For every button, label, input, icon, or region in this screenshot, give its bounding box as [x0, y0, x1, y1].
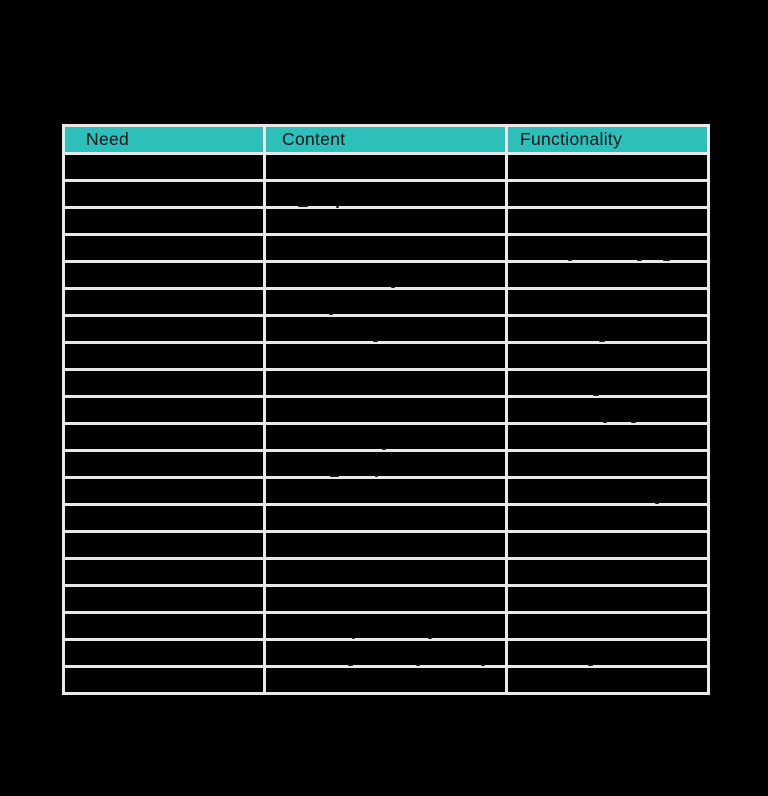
table-cell — [65, 668, 263, 692]
table-cell — [65, 290, 263, 314]
table-cell — [65, 641, 263, 665]
table-cell — [508, 317, 707, 341]
table-cell — [266, 560, 505, 584]
table-cell — [266, 614, 505, 638]
table-cell — [65, 587, 263, 611]
table-cell — [508, 452, 707, 476]
text-descender-artifact — [481, 664, 485, 666]
table-cell — [508, 479, 707, 503]
table-cell — [65, 533, 263, 557]
table-cell — [266, 587, 505, 611]
text-descender-artifact — [375, 475, 378, 477]
text-descender-artifact — [352, 637, 355, 639]
text-descender-artifact — [428, 637, 432, 639]
table-cell — [508, 155, 707, 179]
table-cell — [508, 614, 707, 638]
text-descender-artifact — [298, 205, 308, 207]
table-cell — [508, 398, 707, 422]
table-cell — [65, 344, 263, 368]
text-descender-artifact — [329, 313, 333, 315]
text-descender-artifact — [631, 421, 636, 423]
table-cell — [508, 560, 707, 584]
table-cell — [266, 668, 505, 692]
table-cell — [266, 317, 505, 341]
table-cell — [508, 182, 707, 206]
table-cell — [266, 182, 505, 206]
table-cell — [266, 533, 505, 557]
text-descender-artifact — [348, 664, 353, 666]
text-descender-artifact — [637, 259, 642, 261]
text-descender-artifact — [330, 475, 339, 477]
table-cell — [266, 155, 505, 179]
table-cell — [266, 452, 505, 476]
table-cell — [508, 641, 707, 665]
needs-content-functionality-table — [62, 124, 710, 695]
table-cell — [266, 479, 505, 503]
text-descender-artifact — [568, 259, 572, 261]
column-header-need: Need — [65, 127, 263, 152]
table-cell — [508, 344, 707, 368]
table-cell — [65, 479, 263, 503]
text-descender-artifact — [373, 340, 378, 342]
table-cell — [65, 371, 263, 395]
table-cell — [266, 209, 505, 233]
table-cell — [266, 290, 505, 314]
table-cell — [508, 587, 707, 611]
table-cell — [65, 452, 263, 476]
table-cell — [65, 506, 263, 530]
table-cell — [266, 425, 505, 449]
table-cell — [65, 398, 263, 422]
table-cell — [508, 236, 707, 260]
table-cell — [65, 209, 263, 233]
table-cell — [508, 290, 707, 314]
table-cell — [266, 398, 505, 422]
table-cell — [508, 263, 707, 287]
text-descender-artifact — [416, 664, 420, 666]
text-descender-artifact — [382, 448, 386, 450]
table-cell — [508, 506, 707, 530]
text-descender-artifact — [663, 259, 670, 261]
table-cell — [65, 182, 263, 206]
table-cell — [508, 668, 707, 692]
table-cell — [266, 371, 505, 395]
table-cell — [508, 533, 707, 557]
text-descender-artifact — [603, 421, 607, 423]
text-descender-artifact — [599, 340, 605, 342]
table-cell — [65, 236, 263, 260]
table-cell — [65, 614, 263, 638]
text-descender-artifact — [593, 394, 599, 396]
table-cell — [508, 425, 707, 449]
table-cell — [266, 263, 505, 287]
text-descender-artifact — [655, 502, 659, 504]
column-header-functionality: Functionality — [508, 127, 707, 152]
table-cell — [508, 209, 707, 233]
text-descender-artifact — [336, 206, 339, 208]
table-cell — [65, 425, 263, 449]
column-header-content: Content — [266, 127, 505, 152]
table-cell — [65, 155, 263, 179]
table-cell — [65, 317, 263, 341]
table-cell — [266, 236, 505, 260]
table-cell — [65, 560, 263, 584]
text-descender-artifact — [588, 664, 593, 666]
table-cell — [508, 371, 707, 395]
table-cell — [266, 344, 505, 368]
text-descender-artifact — [391, 286, 395, 288]
table-cell — [266, 641, 505, 665]
table-cell — [65, 263, 263, 287]
table-cell — [266, 506, 505, 530]
